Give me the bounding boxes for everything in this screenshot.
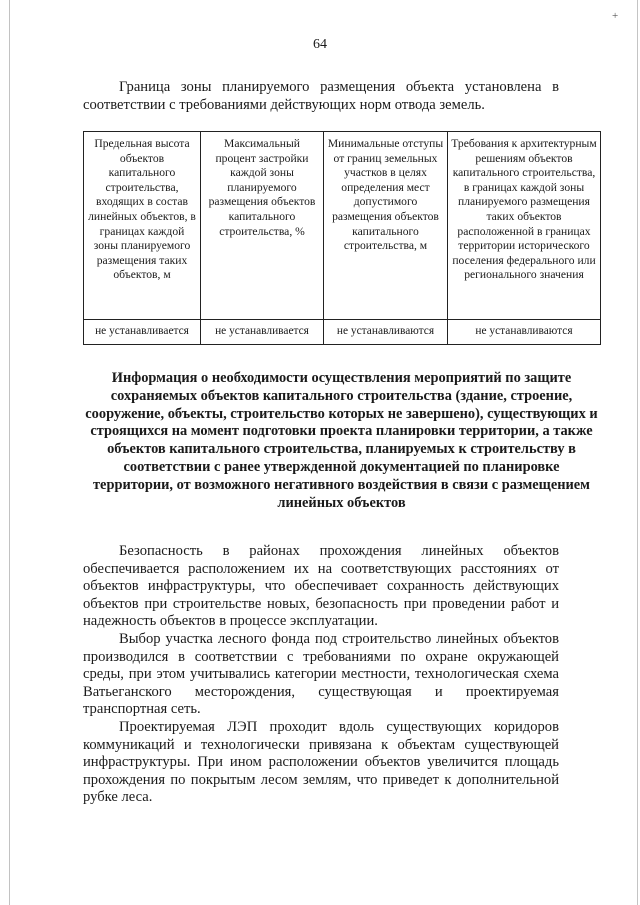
value-cell-coverage: не устанавливается xyxy=(201,320,324,345)
body-text xyxy=(83,543,559,807)
page-number: 64 xyxy=(313,37,327,52)
table-row xyxy=(84,320,601,345)
value-cell-height: не устанавливается xyxy=(84,320,201,345)
header-cell-architecture: Требования к архитектурным решениям объектов капитального строительства, в границах каждой зоны планируемого размещения таких объектов расположенной в границах территории исторического поселения федерального или регионального значения xyxy=(448,132,601,320)
page-edge-left xyxy=(9,0,10,905)
section-title: Информация о необходимости осуществления мероприятий по защите сохраняемых объектов капитального строительства (здание, строение, сооружение, объекты, строительство которых не завершено), существующих и строящихся на момент подготовки проекта планировки территории, а также объектов капитального строительства, планируемых к строительству в соответствии с ранее утвержденной документацией по планировке территории, от возможного негативного воздействия в связи с размещением линейных объектов xyxy=(85,370,598,511)
paragraph-power-line: Проектируемая ЛЭП проходит вдоль существующих коридоров коммуникаций и технологически привязана к объектам существующей инфраструктуры. При ином расположении объектов увеличится площадь прохождения по покрытым лесом землям, что приведет к дополнительной рубке леса. xyxy=(83,718,559,806)
paragraph-safety: Безопасность в районах прохождения линейных объектов обеспечивается расположением их на соответствующих расстояниях от объектов инфраструктуры, что обеспечивает сохранность действующих объектов при строительстве новых, безопасность при проведении работ и надежность объектов в процессе эксплуатации. xyxy=(83,543,559,630)
value-cell-setbacks: не устанавливаются xyxy=(324,320,448,345)
header-cell-setbacks: Минимальные отступы от границ земельных участков в целях определения мест допустимого размещения объектов капитального строительства, м xyxy=(324,132,448,320)
value-cell-architecture: не устанавливаются xyxy=(448,320,601,345)
intro-paragraph: Граница зоны планируемого размещения объекта установлена в соответствии с требованиями действующих норм отвода земель. xyxy=(83,79,559,113)
paragraph-site-selection: Выбор участка лесного фонда под строительство линейных объектов производился в соответствии с требованиями по охране окружающей среды, при этом учитывались категории местности, технологическая схема Ватьеганского месторождения, существующая и проектируемая транспортная сеть. xyxy=(83,630,559,718)
header-cell-coverage: Максимальный процент застройки каждой зоны планируемого размещения объектов капитального строительства, % xyxy=(201,132,324,320)
parameters-table xyxy=(83,131,601,345)
corner-mark: + xyxy=(612,10,619,22)
page-edge-right xyxy=(637,0,638,905)
header-cell-height: Предельная высота объектов капитального строительства, входящих в состав линейных объектов, в границах каждой зоны планируемого размещения таких объектов, м xyxy=(84,132,201,320)
table-header-row xyxy=(84,132,601,320)
